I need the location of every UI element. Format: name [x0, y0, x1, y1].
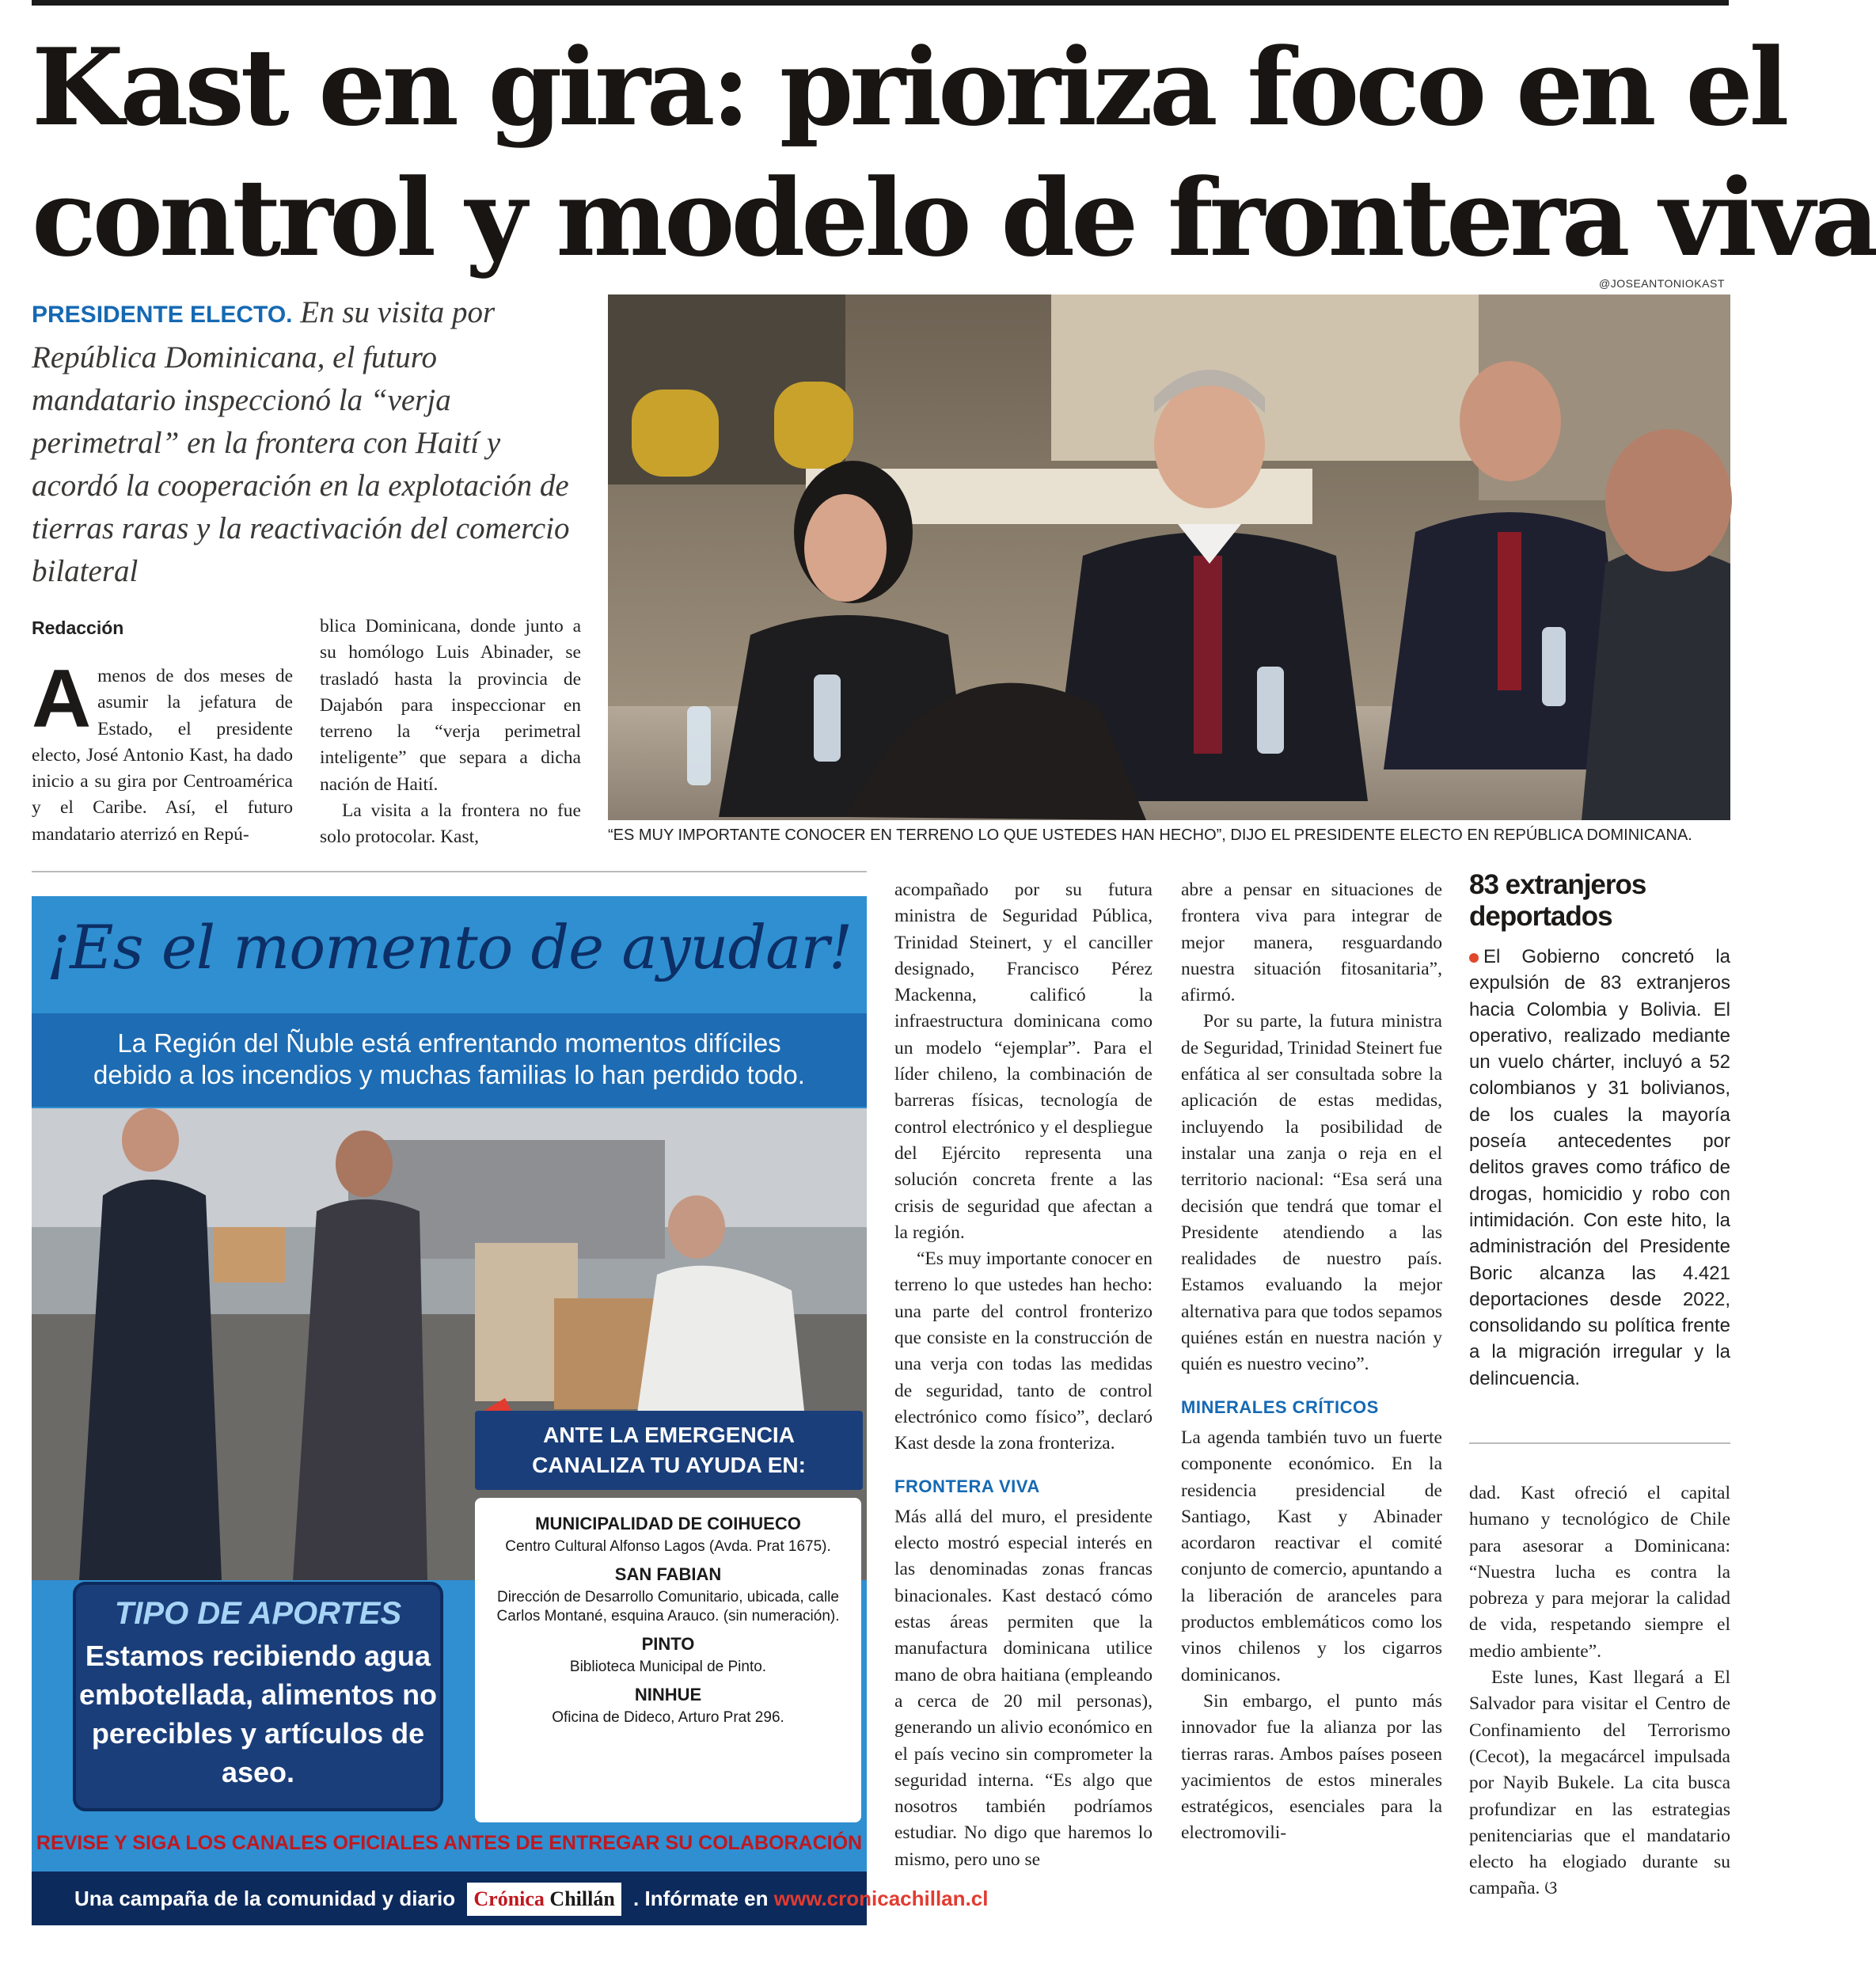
ad-title: ¡Es el momento de ayudar! — [46, 912, 853, 982]
location-name: NINHUE — [634, 1685, 702, 1704]
location-name: SAN FABIAN — [614, 1564, 722, 1584]
article-column-3 — [894, 877, 1153, 1873]
sidebar-body — [1469, 944, 1730, 1392]
location-name: MUNICIPALIDAD DE COIHUECO — [535, 1514, 801, 1533]
meeting-photo — [608, 294, 1730, 820]
lede-text: En su visita por República Dominicana, el futuro mandatario inspeccionó la “verja perimetral” en la frontera con Haití y acordó la cooperación en la explotación de tierras raras y la reactivación del comercio bilateral — [32, 295, 570, 588]
section-divider — [32, 871, 867, 872]
col1-text: menos de dos meses de asumir la jefatura de Estado, el presidente electo, José Antonio Kast, ha dado inicio a su gira por Centroamérica y el Caribe. Así, el futuro mandatario aterrizó en Repú- — [32, 666, 293, 845]
top-rule — [32, 0, 1729, 6]
sidebar-text: El Gobierno concretó la expulsión de 83 extranjeros hacia Colombia y Bolivia. El operativo, realizado mediante un vuelo chárter, incluyó a 52 colombianos y 31 bolivianos, de los cuales la mayoría poseía antecedentes por delitos graves como tráfico de drogas, homicidio y robo con intimidación. Con este hito, la administración del Presidente Boric alcanza las 4.421 deportaciones desde 2022, consolidando su política frente a la migración irregular y la delincuencia. — [1469, 946, 1730, 1389]
brand-part-1: Crónica — [473, 1887, 545, 1910]
drop-cap: A — [32, 653, 92, 745]
location-address: Oficina de Dideco, Arturo Prat 296. — [552, 1709, 784, 1726]
deportations-sidebar — [1469, 869, 1730, 1392]
headline-line-1: Kast en gira: prioriza foco en el — [32, 25, 1786, 150]
ad-website-link[interactable]: www.cronicachillan.cl — [773, 1887, 989, 1910]
article-column-1 — [32, 653, 293, 848]
col4-paragraph-4: Sin embargo, el punto más innovador fue la alianza por las tierras raras. Ambos países poseen yacimientos de estos minerales estratégicos, esenciales para la electromovili- — [1181, 1690, 1442, 1844]
location-name: PINTO — [641, 1634, 695, 1654]
col4-paragraph-2: Por su parte, la futura ministra de Seguridad, Trinidad Steinert fue enfática al ser consultada sobre la aplicación de estas medidas, incluyendo la posibilidad de instalar una zanja o reja en el territorio nacional: “Esa será una decisión que tendrá que tomar el Presidente atendiendo a las realidades de nuestro país. Estamos evaluando la mejor alternativa para que todos sepamos quiénes están en nuestra nación y quién es nuestro vecino”. — [1181, 1011, 1442, 1375]
col3-paragraph-1: acompañado por su futura ministra de Seguridad Pública, Trinidad Steinert, y el canciller designado, Francisco Pérez Mackenna, calificó la infraestructura dominicana como un modelo “ejemplar”. Para el líder chileno, la combinación de barreras físicas, tecnología de control electrónico y el despliegue del Ejército representa una solución concreta frente a las crisis de seguridad que afectan a la región. — [894, 880, 1153, 1243]
col2-paragraph-2: La visita a la frontera no fue solo protocolar. Kast, — [320, 800, 581, 848]
col5-paragraph-1: dad. Kast ofreció el capital humano y tecnológico de Chile para asesorar a Dominicana: “Nuestra lucha es contra la pobreza y para mejorar la calidad de vida, respetando siempre el medio ambiente”. — [1469, 1483, 1730, 1662]
headline — [32, 22, 1876, 283]
cronica-chillan-logo — [467, 1883, 621, 1916]
donation-types-title: TIPO DE APORTES — [114, 1596, 402, 1631]
emergency-banner — [475, 1411, 863, 1490]
byline: Redacción — [32, 618, 124, 638]
location-address: Centro Cultural Alfonso Lagos (Avda. Prat 1675). — [505, 1538, 831, 1555]
sidebar-title: 83 extranjeros deportados — [1469, 869, 1646, 932]
location-address: Biblioteca Municipal de Pinto. — [569, 1659, 767, 1675]
col4-paragraph-3: La agenda también tuvo un fuerte componente económico. En la residencia presidencial de Santiago, Kast y Abinader acordaron reactivar el comité conjunto de comercio, apuntando a la liberación de aranceles para productos emblemáticos como los vinos chilenos y los cigarros dominicanos. — [1181, 1427, 1442, 1685]
photo-caption: “ES MUY IMPORTANTE CONOCER EN TERRENO LO QUE USTEDES HAN HECHO”, DIJO EL PRESIDENTE ELECTO EN REPÚBLICA DOMINICANA. — [608, 826, 1692, 844]
article-column-4 — [1181, 877, 1442, 1847]
brand-part-2: Chillán — [549, 1887, 615, 1910]
ad-footer-prefix: Una campaña de la comunidad y diario — [74, 1887, 456, 1910]
col3-paragraph-2: “Es muy importante conocer en terreno lo que ustedes han hecho: una parte del control fronterizo que consiste en la construcción de una verja con todas las medidas de seguridad, tanto de control electrónico como físico”, declaró Kast desde la zona fronteriza. — [894, 1248, 1153, 1454]
end-mark: ଓ — [1544, 1878, 1558, 1899]
col2-paragraph-1: blica Dominicana, donde junto a su homólogo Luis Abinader, se trasladó hasta la provincia de Dajabón para inspeccionar en terreno la “verja perimetral inteligente” que separa a dicha nación de Haití. — [320, 616, 581, 795]
ad-subtitle-line-1: La Región del Ñuble está enfrentando momentos difíciles — [117, 1028, 781, 1058]
lede-kicker: PRESIDENTE ELECTO. — [32, 302, 293, 328]
emergency-line-2: CANALIZA TU AYUDA EN: — [532, 1453, 806, 1477]
sidebar-divider — [1469, 1442, 1730, 1444]
ad-subtitle-line-2: debido a los incendios y muchas familias lo han perdido todo. — [93, 1060, 805, 1089]
donation-types-box — [73, 1582, 443, 1811]
donation-types-body: Estamos recibiendo agua embotellada, alimentos no perecibles y artículos de aseo. — [78, 1640, 438, 1788]
headline-line-2: control y modelo de frontera viva — [32, 155, 1876, 280]
photo-credit: @JOSEANTONIOKAST — [1599, 277, 1725, 290]
col5-paragraph-2: Este lunes, Kast llegará a El Salvador para visitar el Centro de Confinamiento del Terrorismo (Cecot), la megacárcel impulsada por Nayib Bukele. La cita busca profundizar en las estrategias penitenciarias que el mandatario electo ha elogiado durante su campaña. ଓ — [1469, 1667, 1730, 1899]
col3-paragraph-3: Más allá del muro, el presidente electo mostró especial interés en las denominadas zonas francas binacionales. Kast destacó cómo estas áreas permiten que la manufactura dominicana utilice mano de obra haitiana (empleando a cerca de 20 mil personas), generando un alivio económico en el país vecino sin comprometer la seguridad interna. “Es algo que nosotros también podríamos estudiar. No digo que haremos lo mismo, pero uno se — [894, 1506, 1153, 1870]
location-address: Dirección de Desarrollo Comunitario, ubicada, calle Carlos Montané, esquina Arauco. (sin numeración). — [496, 1589, 840, 1624]
subhead-frontera-viva: FRONTERA VIVA — [894, 1476, 1040, 1496]
ad-footer — [32, 1872, 989, 1925]
collection-locations — [475, 1498, 861, 1822]
subhead-minerales-criticos: MINERALES CRÍTICOS — [1181, 1396, 1379, 1417]
ad-warning: REVISE Y SIGA LOS CANALES OFICIALES ANTES DE ENTREGAR SU COLABORACIÓN — [36, 1832, 863, 1854]
article-column-5 — [1469, 1480, 1730, 1902]
emergency-line-1: ANTE LA EMERGENCIA — [543, 1423, 795, 1447]
ad-footer-mid: . Infórmate en — [633, 1887, 769, 1910]
col4-paragraph-1: abre a pensar en situaciones de frontera viva para integrar de mejor manera, resguardando nuestra situación fitosanitaria”, afirmó. — [1181, 880, 1442, 1006]
ad-subtitle — [32, 1013, 867, 1107]
bullet-dot-icon — [1469, 953, 1479, 963]
article-column-2 — [320, 614, 581, 851]
lede — [32, 291, 586, 593]
